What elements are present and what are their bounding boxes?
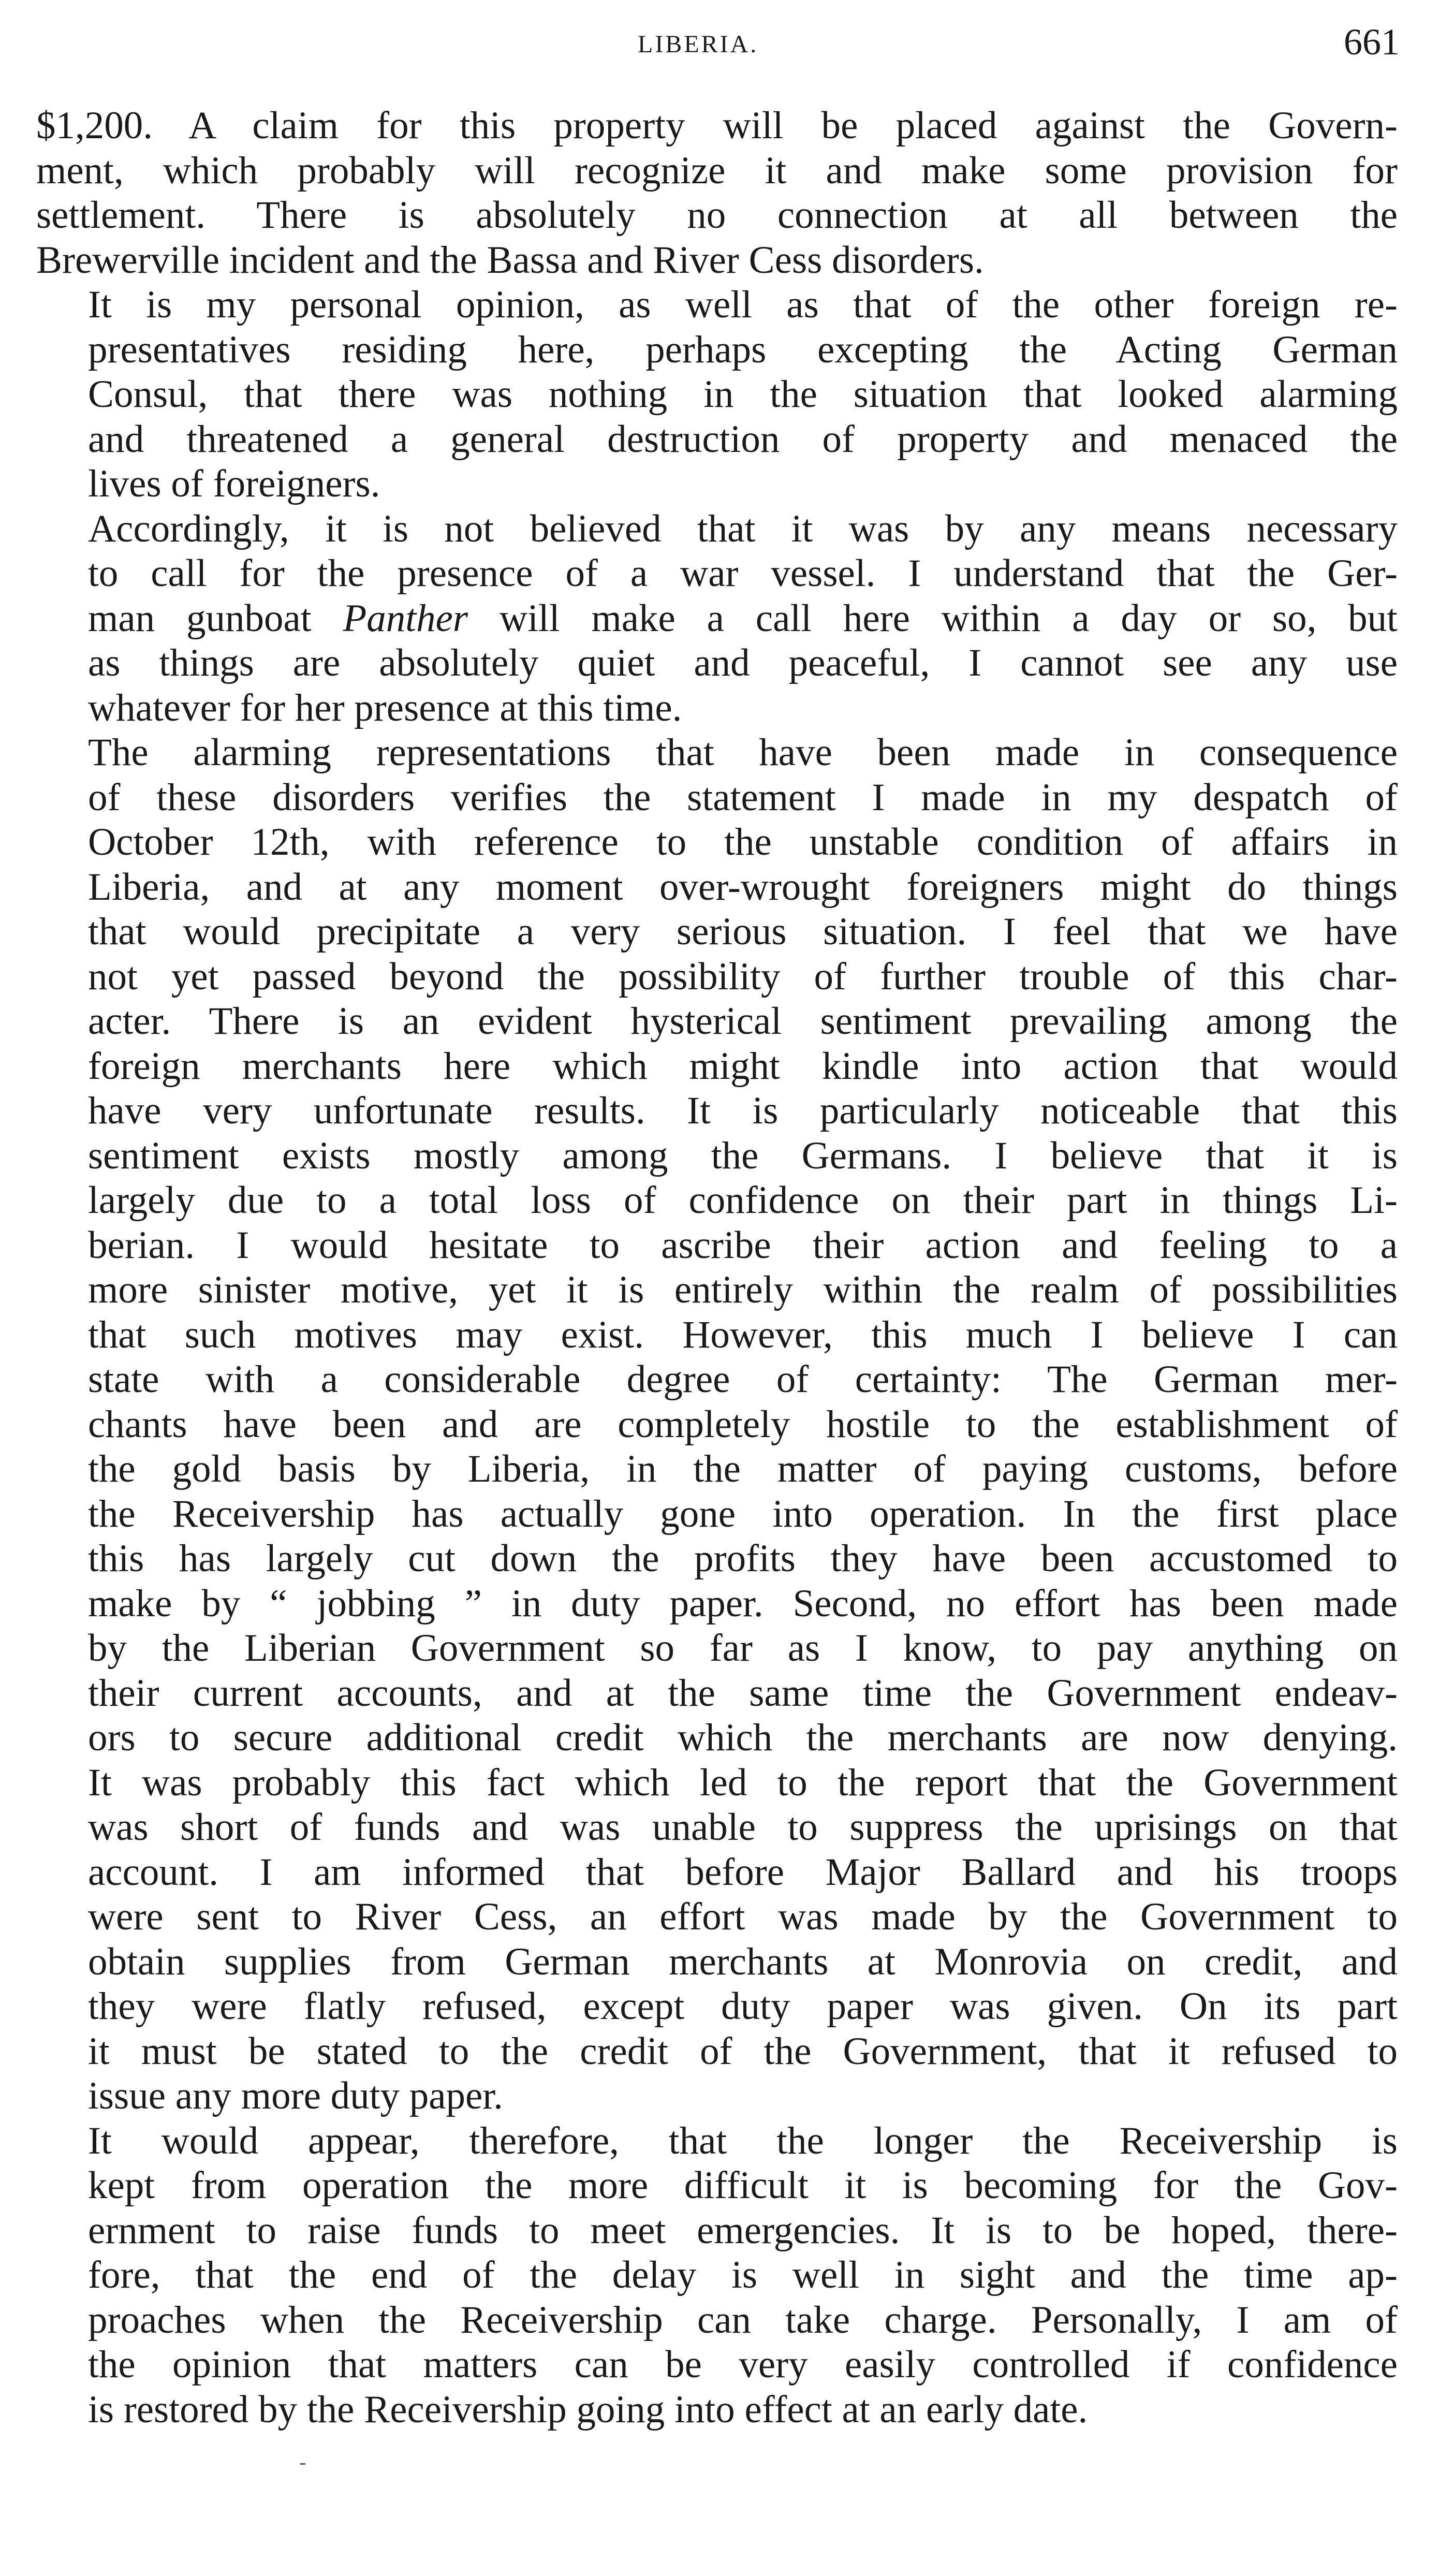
text-line: foreign merchants here which might kindle into action that would bbox=[88, 1044, 1398, 1088]
text-line: ernment to raise funds to meet emergencies. It is to be hoped, there- bbox=[88, 2208, 1398, 2252]
text-line: the gold basis by Liberia, in the matter of paying customs, before bbox=[88, 1447, 1398, 1490]
text-line: have very unfortunate results. It is particularly noticeable that this bbox=[88, 1089, 1398, 1132]
paragraph bbox=[36, 507, 1398, 731]
text-line: It would appear, therefore, that the longer the Receivership is bbox=[88, 2119, 1398, 2162]
running-title: LIBERIA. bbox=[638, 31, 759, 58]
text-line: Liberia, and at any moment over-wrought foreigners might do things bbox=[88, 865, 1398, 909]
text-line: as things are absolutely quiet and peaceful, I cannot see any use bbox=[88, 641, 1398, 684]
text-line: and threatened a general destruction of property and menaced the bbox=[88, 417, 1398, 461]
text-line: issue any more duty paper. bbox=[88, 2074, 503, 2117]
paragraph bbox=[36, 104, 1398, 283]
text-line: is restored by the Receivership going into effect at an early date. bbox=[88, 2388, 1088, 2431]
text-line: proaches when the Receivership can take charge. Personally, I am of bbox=[88, 2298, 1398, 2341]
text-line: berian. I would hesitate to ascribe their action and feeling to a bbox=[88, 1223, 1398, 1267]
text-line: settlement. There is absolutely no connection at all between the bbox=[36, 194, 1398, 237]
paragraph bbox=[36, 283, 1398, 507]
text-line: of these disorders verifies the statement I made in my despatch of bbox=[88, 775, 1398, 819]
text-line: fore, that the end of the delay is well in sight and the time ap- bbox=[88, 2253, 1398, 2296]
print-speck bbox=[300, 2463, 305, 2465]
paragraph bbox=[36, 2119, 1398, 2433]
text-line: presentatives residing here, perhaps excepting the Acting German bbox=[88, 328, 1398, 371]
text-line: Brewerville incident and the Bassa and River Cess disorders. bbox=[36, 238, 984, 282]
text-line: sentiment exists mostly among the Germans. I believe that it is bbox=[88, 1134, 1398, 1177]
text-line: October 12th, with reference to the unstable condition of affairs in bbox=[88, 821, 1398, 863]
text-line: Accordingly, it is not believed that it was by any means necessary bbox=[88, 507, 1398, 550]
body-text bbox=[36, 104, 1398, 2432]
text-line: The alarming representations that have been made in consequence bbox=[88, 731, 1398, 774]
text-line: obtain supplies from German merchants at Monrovia on credit, and bbox=[88, 1940, 1398, 1983]
text-line: chants have been and are completely hostile to the establishment of bbox=[88, 1402, 1398, 1446]
text-line: ors to secure additional credit which the merchants are now denying. bbox=[88, 1716, 1398, 1759]
text-line: their current accounts, and at the same time the Government endeav- bbox=[88, 1671, 1398, 1715]
text-line: $1,200. A claim for this property will be placed against the Govern- bbox=[36, 104, 1398, 147]
text-line: more sinister motive, yet it is entirely within the realm of possibilities bbox=[88, 1268, 1398, 1311]
text-line: the opinion that matters can be very easily controlled if confidence bbox=[88, 2343, 1398, 2386]
text-line: largely due to a total loss of confidence on their part in things Li- bbox=[88, 1179, 1398, 1222]
ship-name-italic: Panther bbox=[343, 596, 468, 640]
text-line: It is my personal opinion, as well as that of the other foreign re- bbox=[88, 283, 1398, 326]
text-line: the Receivership has actually gone into operation. In the first place bbox=[88, 1492, 1398, 1535]
text-line: it must be stated to the credit of the Government, that it refused to bbox=[88, 2029, 1398, 2073]
text-line: It was probably this fact which led to the report that the Government bbox=[88, 1761, 1398, 1804]
text-line: that such motives may exist. However, this much I believe I can bbox=[88, 1313, 1398, 1356]
text-line: Consul, that there was nothing in the situation that looked alarming bbox=[88, 373, 1398, 416]
text-line: make by “ jobbing ” in duty paper. Second, no effort has been made bbox=[88, 1582, 1398, 1625]
text-line: acter. There is an evident hysterical sentiment prevailing among the bbox=[88, 1000, 1398, 1043]
text-line: to call for the presence of a war vessel. I understand that the Ger- bbox=[88, 552, 1398, 595]
text-line: ment, which probably will recognize it and make some provision for bbox=[36, 149, 1398, 192]
text-line: state with a considerable degree of certainty: The German mer- bbox=[88, 1358, 1398, 1401]
text-line: that would precipitate a very serious situation. I feel that we have bbox=[88, 910, 1398, 953]
text-line: they were flatly refused, except duty paper was given. On its part bbox=[88, 1985, 1398, 2028]
text-line: this has largely cut down the profits they have been accustomed to bbox=[88, 1537, 1398, 1580]
text-line: was short of funds and was unable to suppress the uprisings on that bbox=[88, 1806, 1398, 1849]
text-line: kept from operation the more difficult it is becoming for the Gov- bbox=[88, 2164, 1398, 2207]
page-number: 661 bbox=[1344, 21, 1400, 63]
text-line: were sent to River Cess, an effort was made by the Government to bbox=[88, 1895, 1398, 1938]
text-line: man gunboat Panther will make a call here within a day or so, but bbox=[88, 596, 1398, 640]
text-line: lives of foreigners. bbox=[88, 462, 380, 505]
text-line: not yet passed beyond the possibility of further trouble of this char- bbox=[88, 955, 1398, 998]
paragraph bbox=[36, 730, 1398, 2119]
text-line: whatever for her presence at this time. bbox=[88, 686, 682, 729]
text-line: account. I am informed that before Major Ballard and his troops bbox=[88, 1850, 1398, 1894]
text-line: by the Liberian Government so far as I know, to pay anything on bbox=[88, 1627, 1398, 1670]
